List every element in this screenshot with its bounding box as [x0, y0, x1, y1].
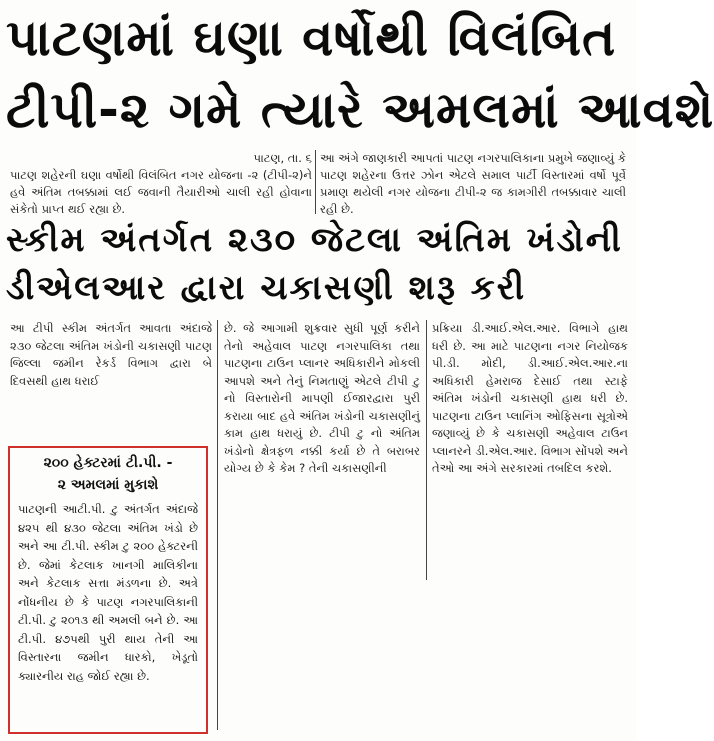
subheadline-line-1: સ્કીમ અંતર્ગત ૨૩૦ જેટલા અંતિમ ખંડોની: [6, 220, 623, 260]
intro-right-text: આ અંગે જાણકારી આપતાં પાટણ નગરપાલિકાના પ્રમુખે જણાવ્યું કે પાટણ શહેરના ઉત્તર ઝોન એટલે સમાલ પાર્ટી વિસ્તારમાં વર્ષો પૂર્વે પ્રમાણ થયેલી નગર યોજના ટીપી-૨ જ કામગીરી તબક્કાવાર ચાલી રહી છે.: [320, 151, 626, 216]
intro-right-paragraph: [320, 150, 626, 220]
box-heading: [18, 452, 198, 496]
column-divider: [426, 320, 427, 580]
intro-left-paragraph: [10, 150, 312, 220]
box-heading-line-1: ૨૦૦ હેક્ટરમાં ટી.પી. -: [43, 455, 173, 471]
box-text: પાટણની આટી.પી. ટુ અંતર્ગત અંદાજે ૪૨૫ થી ૪૩૦ જેટલા અંતિમ ખંડો છે અને આ ટી.પી. સ્કીમ ટુ ૨૦૦ હેક્ટરની છે. જેમાં કેટલાક ખાનગી માલિકીના અને કેટલાક સત્તા મંડળના છે. અત્રે નોંધનીય છે કે પાટણ નગરપાલિકાની ટી.પી. ટુ ૨૦૧૩ થી અમલી બને છે. આ ટી.પી. ૪૭પથી પુરી થાય તેની આ વિસ્તારના જમીન ધારકો, ખેડૂતો ક્યારનીય રાહ જોઈ રહ્યા છે.: [18, 502, 198, 683]
dateline: પાટણ, તા. ૬: [253, 151, 312, 165]
subheadline-line-2: ડીએલઆર દ્વારા ચકાસણી શરૂ કરી: [6, 268, 527, 308]
column-divider: [315, 150, 316, 214]
body-column-1: આ ટીપી સ્કીમ અંતર્ગત આવતા અંદાજે ૨૩૦ જેટલા અંતિમ ખંડોની ચકાસણી પાટણ જિલ્લા જમીન રેકર્ડ વિભાગ દ્વારા બે દિવસથી હાથ ધરાઈ: [10, 321, 212, 388]
headline: [6, 2, 714, 152]
headline-line-2: ટીપી-૨ ગમે ત્યારે અમલમાં આવશે: [6, 81, 714, 139]
intro-left-text: પાટણ શહેરની ઘણા વર્ષોથી વિલંબિત નગર યોજના -૨ (ટીપી-૨)ને હવે અંતિમ તબક્કામાં લઈ જવાની તૈયારીઓ ચાલી રહી હોવાના સંકેતો પ્રાપ્ત થઈ રહ્યા છે.: [10, 168, 312, 216]
highlight-box: [8, 446, 208, 734]
subheadline: [6, 216, 630, 312]
body-column-2: છે. જે આગામી શુક્રવાર સુધી પૂર્ણ કરીને તેનો અહેવાલ પાટણ નગરપાલિકા તથા પાટણના ટાઉન પ્લાનર અધિકારીને મોકલી આપશે અને તેનું નિમતાણું એટલે ટીપી ટુ નો વિસ્તારોની માપણી ઈજારદ્વારા પુરી કરાયા બાદ હવે અંતિમ ખંડોની ચકાસણીનું કામ હાથ ધરાયું છે. ટીપી ટુ નો અંતિમ ખંડોનો ક્ષેત્રફળ નક્કી કર્યા છે તે બરાબર યોગ્ય છે કે કેમ ? તેની ચકાસણીની: [224, 321, 420, 475]
headline-line-1: પાટણમાં ઘણા વર્ષોથી વિલંબિત: [6, 9, 617, 67]
body-column-3: પ્રક્રિયા ડી.આઈ.એલ.આર. વિભાગે હાથ ધરી છે. આ માટે પાટણના નગર નિયોજક પી.ડી. મોદી, ડી.આઈ.એલ.આર.ના અધિકારી હેમરાજ દેસાઈ તથા સ્ટાફે અંતિમ ખંડોની ચકાસણી હાથ ધરી છે. પાટણના ટાઉન પ્લાનિંગ ઓફિસના સૂત્રોએ જણાવ્યું છે કે ચકાસણી અહેવાલ ટાઉન પ્લાનરને ડી.એલ.આર. વિભાગ સોંપશે અને તેઓ આ અંગે સરકારમાં તબદિલ કરશે.: [432, 321, 628, 475]
box-heading-line-2: ૨ અમલમાં મુકાશે: [57, 477, 159, 493]
column-divider: [217, 320, 218, 730]
